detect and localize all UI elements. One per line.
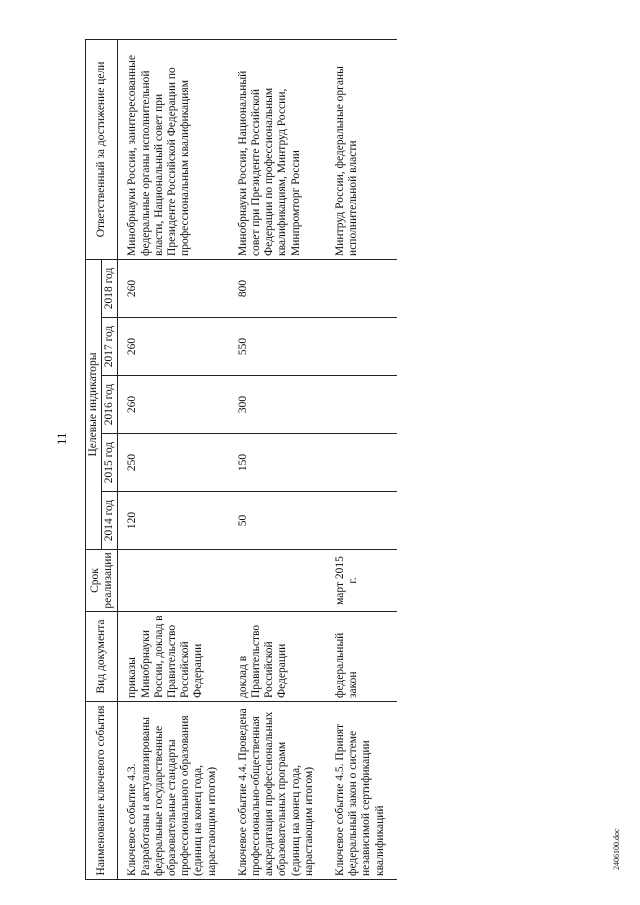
header-targets: Целевые индикаторы bbox=[86, 259, 102, 549]
event-cell: Ключевое событие 4.5. Принят федеральный закон о системе независимой сертификации квалификаций bbox=[326, 702, 397, 880]
header-year: 2016 год bbox=[102, 376, 118, 434]
value-cell bbox=[326, 318, 397, 376]
landscape-table-container bbox=[85, 40, 495, 880]
header-event: Наименование ключевого события bbox=[86, 702, 118, 880]
event-cell: Ключевое событие 4.4. Проведена профессионально-общественная аккредитация профессиональных образовательных программ (единиц на конец года, нарастающим итогом) bbox=[229, 702, 326, 880]
value-cell bbox=[326, 259, 397, 317]
header-term: Срок реализации bbox=[86, 550, 118, 612]
doc-type-cell: доклад в Правительство Российской Федерации bbox=[229, 612, 326, 702]
responsible-cell: Минобрнауки России, Национальный совет при Президенте Российской Федерации по профессиональным квалификациям, Минтруд России, Минпромторг России bbox=[229, 39, 326, 259]
table-row bbox=[229, 39, 326, 879]
term-cell bbox=[118, 550, 229, 612]
value-cell bbox=[326, 376, 397, 434]
value-cell: 260 bbox=[118, 259, 229, 317]
value-cell: 50 bbox=[229, 492, 326, 550]
header-year: 2017 год bbox=[102, 318, 118, 376]
term-cell: март 2015 г. bbox=[326, 550, 397, 612]
doc-type-cell: федеральный закон bbox=[326, 612, 397, 702]
event-cell: Ключевое событие 4.3. Разработаны и актуализированы федеральные государственные образовательные стандарты профессионального образования (единиц на конец года, нарастающим итогом) bbox=[118, 702, 229, 880]
value-cell bbox=[326, 492, 397, 550]
value-cell: 550 bbox=[229, 318, 326, 376]
responsible-cell: Минобрнауки России, заинтересованные федеральные органы исполнительной власти, Национальный совет при Президенте Российской Федерации по профессиональным квалификациям bbox=[118, 39, 229, 259]
value-cell bbox=[326, 434, 397, 492]
value-cell: 260 bbox=[118, 318, 229, 376]
table-row bbox=[326, 39, 397, 879]
header-year: 2014 год bbox=[102, 492, 118, 550]
value-cell: 300 bbox=[229, 376, 326, 434]
value-cell: 250 bbox=[118, 434, 229, 492]
term-cell bbox=[229, 550, 326, 612]
header-doc-type: Вид документа bbox=[86, 612, 118, 702]
page-number: 11 bbox=[54, 432, 69, 445]
header-year: 2015 год bbox=[102, 434, 118, 492]
value-cell: 260 bbox=[118, 376, 229, 434]
doc-type-cell: приказы Минобрнауки России, доклад в Правительство Российской Федерации bbox=[118, 612, 229, 702]
value-cell: 120 bbox=[118, 492, 229, 550]
table-row bbox=[118, 39, 229, 879]
value-cell: 150 bbox=[229, 434, 326, 492]
indicators-table bbox=[85, 39, 397, 880]
header-responsible: Ответственный за достижение цели bbox=[86, 39, 118, 259]
header-year: 2018 год bbox=[102, 259, 118, 317]
value-cell: 800 bbox=[229, 259, 326, 317]
responsible-cell: Минтруд России, федеральные органы исполнительной власти bbox=[326, 39, 397, 259]
file-stamp: 2406100.doc bbox=[612, 828, 621, 870]
